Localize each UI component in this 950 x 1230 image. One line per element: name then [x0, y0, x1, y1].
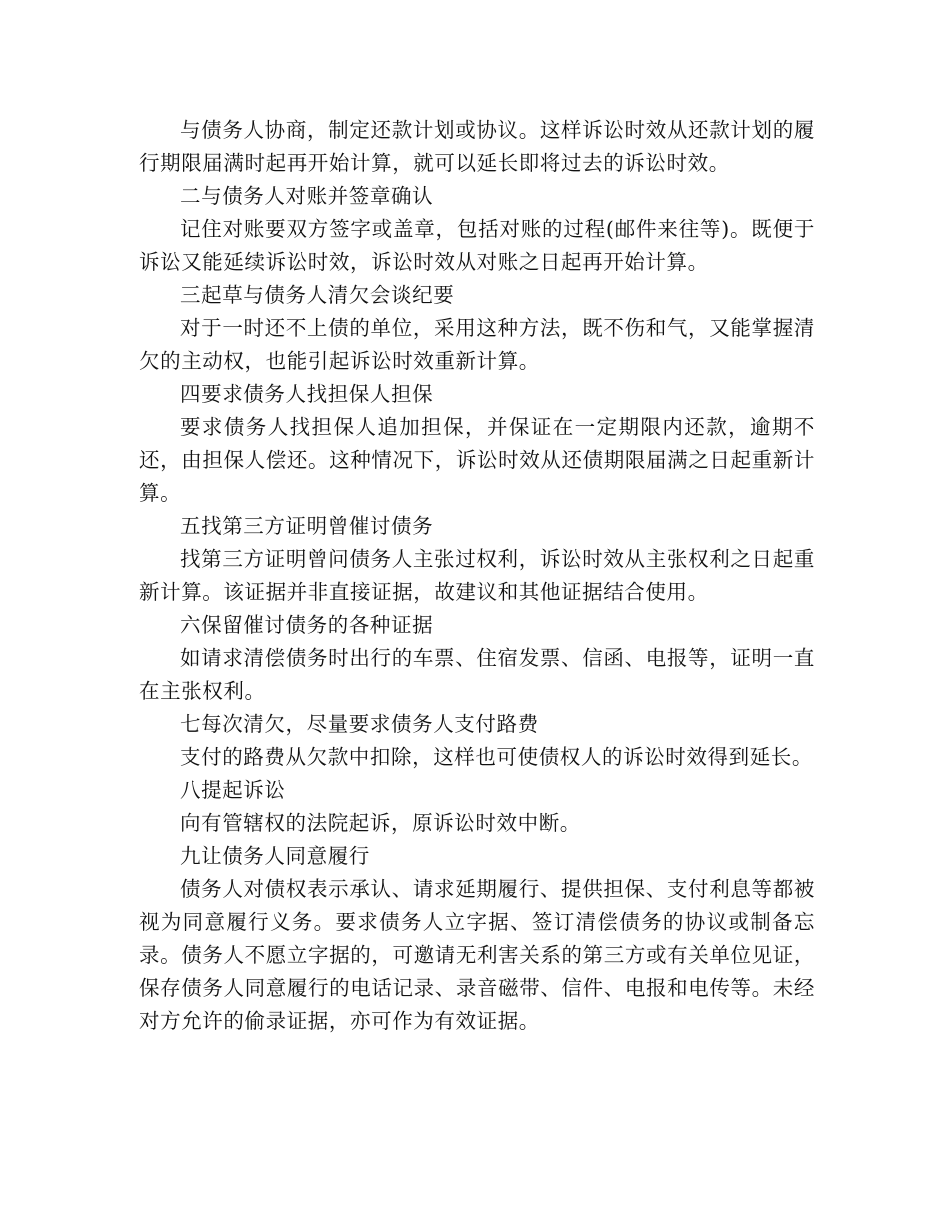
- section-heading: 六保留催讨债务的各种证据: [180, 613, 434, 637]
- paragraph: 对于一时还不上债的单位，采用这种方法，既不伤和气，又能掌握清欠的主动权，也能引起诉讼时效重新计算。: [139, 316, 815, 373]
- paragraph: 找第三方证明曾问债务人主张过权利，诉讼时效从主张权利之日起重新计算。该证据并非直接证据，故建议和其他证据结合使用。: [139, 547, 815, 604]
- section-heading: 三起草与债务人清欠会谈纪要: [180, 283, 455, 307]
- paragraph: 与债务人协商，制定还款计划或协议。这样诉讼时效从还款计划的履行期限届满时起再开始计算，就可以延长即将过去的诉讼时效。: [139, 118, 815, 175]
- section-heading: 八提起诉讼: [180, 778, 286, 802]
- paragraph: 向有管辖权的法院起诉，原诉讼时效中断。: [180, 811, 581, 835]
- paragraph: 债务人对债权表示承认、请求延期履行、提供担保、支付利息等都被视为同意履行义务。要求债务人立字据、签订清偿债务的协议或制备忘录。债务人不愿立字据的，可邀请无利害关系的第三方或有关单位见证，保存债务人同意履行的电话记录、录音磁带、信件、电报和电传等。未经对方允许的偷录证据，亦可作为有效证据。: [139, 877, 815, 1033]
- section-heading: 九让债务人同意履行: [180, 844, 370, 868]
- section-heading: 五找第三方证明曾催讨债务: [180, 514, 434, 538]
- document-body: [139, 114, 815, 1038]
- paragraph: 记住对账要双方签字或盖章，包括对账的过程(邮件来往等)。既便于诉讼又能延续诉讼时效，诉讼时效从对账之日起再开始计算。: [139, 217, 815, 274]
- section-heading: 四要求债务人找担保人担保: [180, 382, 434, 406]
- paragraph: 要求债务人找担保人追加担保，并保证在一定期限内还款，逾期不还，由担保人偿还。这种情况下，诉讼时效从还债期限届满之日起重新计算。: [139, 415, 815, 505]
- paragraph: 如请求清偿债务时出行的车票、住宿发票、信函、电报等，证明一直在主张权利。: [139, 646, 815, 703]
- paragraph: 支付的路费从欠款中扣除，这样也可使债权人的诉讼时效得到延长。: [180, 745, 813, 769]
- section-heading: 二与债务人对账并签章确认: [180, 184, 434, 208]
- section-heading: 七每次清欠，尽量要求债务人支付路费: [180, 712, 539, 736]
